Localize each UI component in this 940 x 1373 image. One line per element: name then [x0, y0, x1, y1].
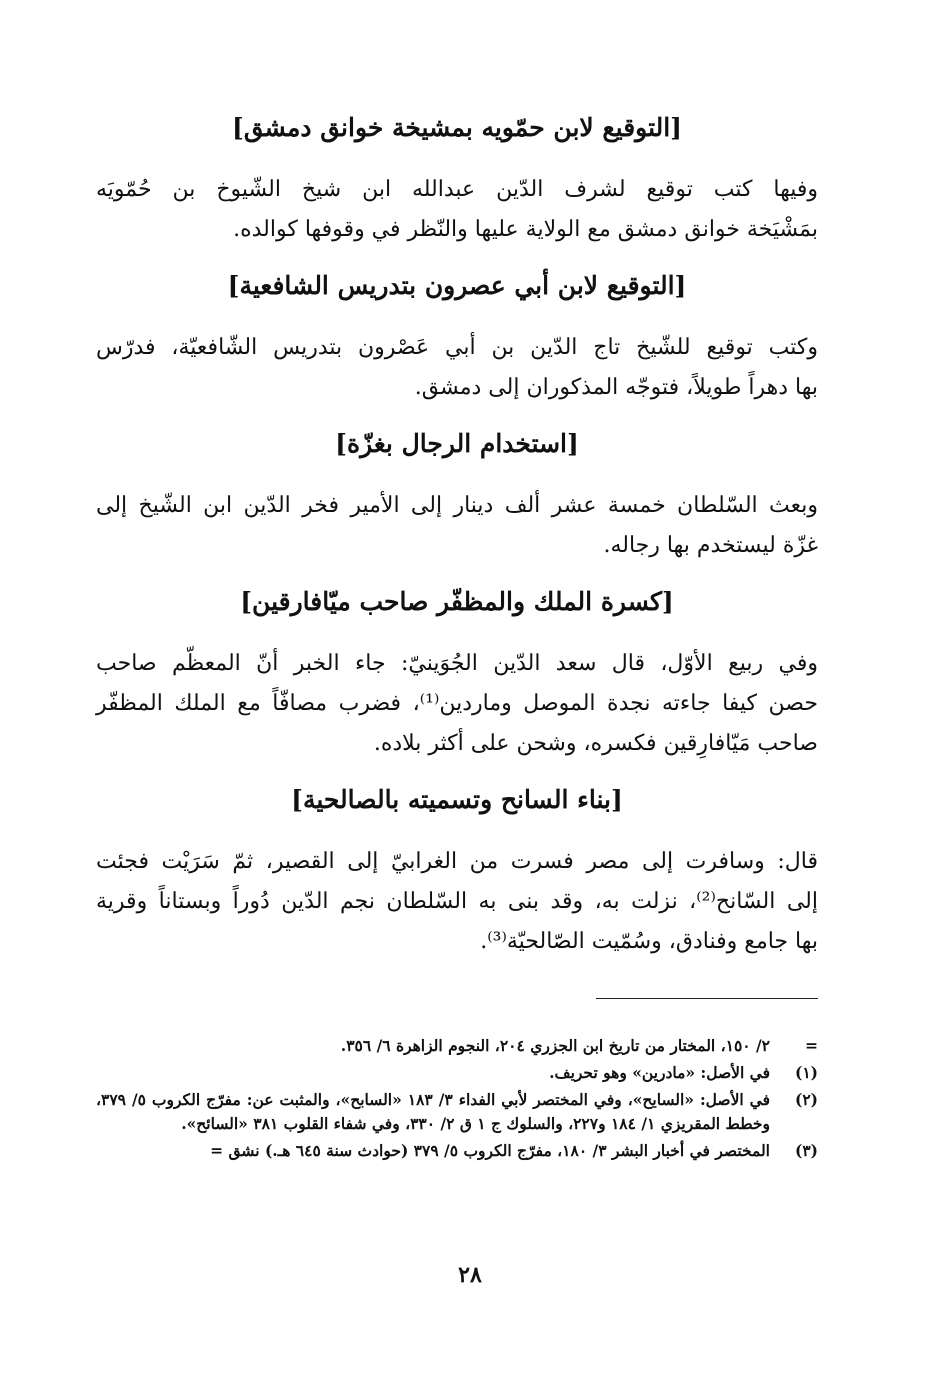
- footnote-2: [96, 1088, 818, 1136]
- section-ibn-hammuyah: [96, 108, 818, 250]
- page-body: [96, 108, 818, 978]
- footnote-mark: (١): [794, 1063, 818, 1082]
- paragraph-line: إلى السّانح⁽²⁾، نزلت به، وقد بنى به السّلطان نجم الدّين دُوراً وبستاناً وقرية: [96, 889, 818, 914]
- footnote-mark: =: [805, 1036, 818, 1055]
- section-heading: [استخدام الرجال بغزّة]: [335, 429, 579, 458]
- section-heading: [بناء السانح وتسميته بالصالحية]: [291, 785, 623, 814]
- paragraph-line: حصن كيفا جاءته نجدة الموصل وماردين⁽¹⁾، فضرب مصافّاً مع الملك المظفّر: [96, 691, 818, 716]
- section-heading: [كسرة الملك والمظفّر صاحب ميّافارقين]: [240, 587, 674, 616]
- footnote-continuation: [96, 1034, 818, 1058]
- footnote-text: في الأصل: «مادرين» وهو تحريف.: [549, 1063, 770, 1082]
- paragraph-line: بمَشْيَخة خوانق دمشق مع الولاية عليها والنّظر في وقوفها كوالده.: [233, 217, 818, 242]
- paragraph-line: وبعث السّلطان خمسة عشر ألف دينار إلى الأمير فخر الدّين ابن الشّيخ إلى: [96, 493, 818, 518]
- section-paragraph: [96, 644, 818, 764]
- footnote-3: [96, 1139, 818, 1163]
- section-paragraph: [96, 486, 818, 566]
- footnote-mark: (٣): [794, 1141, 818, 1160]
- paragraph-line: بها دهراً طويلاً، فتوجّه المذكوران إلى دمشق.: [414, 375, 818, 400]
- paragraph-line: غزّة ليستخدم بها رجاله.: [603, 533, 818, 558]
- section-paragraph: [96, 328, 818, 408]
- footnote-mark: (٢): [794, 1090, 818, 1109]
- footnote-text: ٢/ ١٥٠، المختار من تاريخ ابن الجزري ٢٠٤، النجوم الزاهرة ٦/ ٣٥٦.: [340, 1036, 770, 1055]
- section-salihiyya: [96, 780, 818, 962]
- section-mayyafariqin: [96, 582, 818, 764]
- section-gaza-men: [96, 424, 818, 566]
- paragraph-line: قال: وسافرت إلى مصر فسرت من الغرابيّ إلى القصير، ثمّ سَرَيْت فجئت: [96, 849, 818, 874]
- section-paragraph: [96, 170, 818, 250]
- footnote-text: في الأصل: «السايح»، وفي المختصر لأبي الفداء ٣/ ١٨٣ «السابح»، والمثبت عن: مفرّج الكروب ٥/ ٣٧٩، وخطط المقريزي ١/ ١٨٤ و٢٢٧، والسلوك ج ١ ق ٢/ ٣٣٠، وفي شفاء القلوب ٣٨١ «السائح».: [96, 1090, 771, 1133]
- paragraph-line: وفيها كتب توقيع لشرف الدّين عبدالله ابن شيخ الشّيوخ بن حُمّويَه: [96, 177, 818, 202]
- page-number: ٢٨: [458, 1262, 482, 1288]
- footnote-1: [96, 1061, 818, 1085]
- paragraph-line: صاحب مَيّافارِقين فكسره، وشحن على أكثر بلاده.: [373, 731, 818, 756]
- footnote-text: المختصر في أخبار البشر ٣/ ١٨٠، مفرّج الكروب ٥/ ٣٧٩ (حوادث سنة ٦٤٥ هـ.) نشق =: [210, 1141, 770, 1160]
- footnote-separator: [596, 998, 818, 999]
- section-paragraph: [96, 842, 818, 962]
- section-ibn-abi-asrun: [96, 266, 818, 408]
- section-heading: [التوقيع لابن حمّويه بمشيخة خوانق دمشق]: [231, 113, 683, 142]
- paragraph-line: وفي ربيع الأوّل، قال سعد الدّين الجُوَينيّ: جاء الخبر أنّ المعظّم صاحب: [96, 651, 818, 676]
- section-heading: [التوقيع لابن أبي عصرون بتدريس الشافعية]: [227, 271, 687, 300]
- footnotes: [96, 1034, 818, 1166]
- paragraph-line: وكتب توقيع للشّيخ تاج الدّين بن أبي عَصْرون بتدريس الشّافعيّة، فدرّس: [96, 335, 819, 360]
- paragraph-line: بها جامع وفنادق، وسُمّيت الصّالحيّة⁽³⁾.: [480, 929, 818, 954]
